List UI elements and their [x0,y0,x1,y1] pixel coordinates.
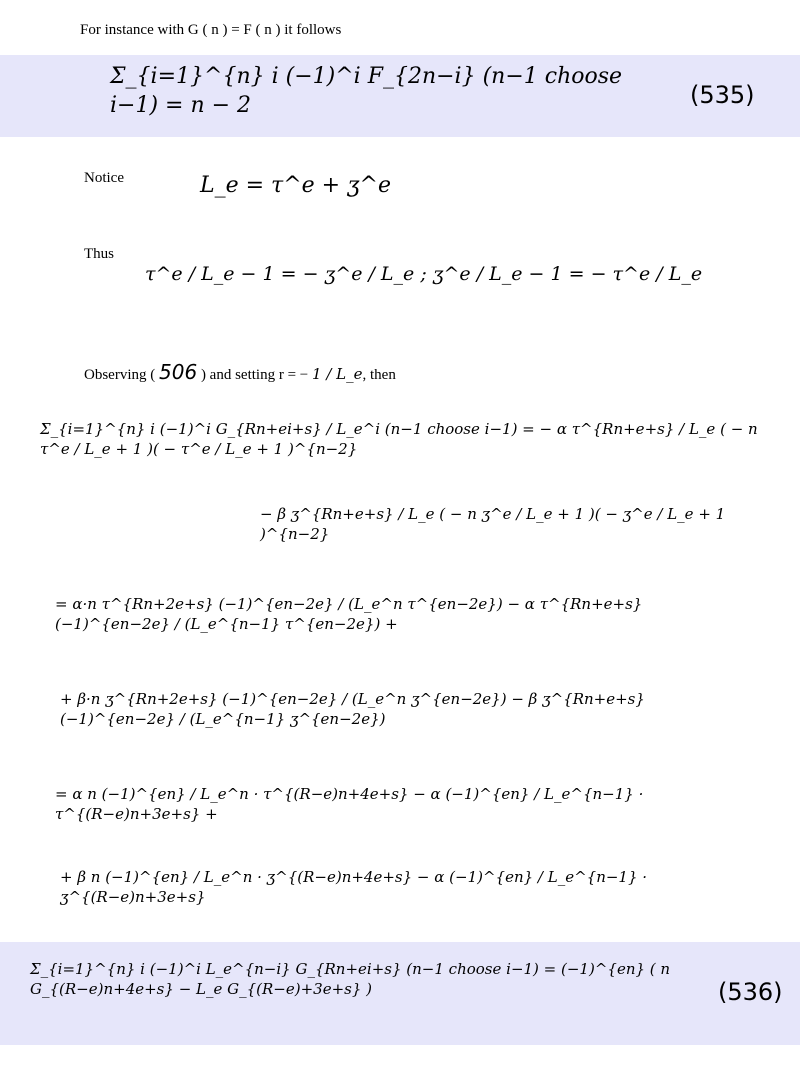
equation-number-536: (536) [718,978,783,1006]
equation-535-band [0,55,800,137]
equation-number-535: (535) [690,81,755,109]
equation-536-band [0,942,800,1045]
derivation-line-4: + β·n ʒ^{Rn+2e+s} (−1)^{en−2e} / (L_e^n ʒ^{en−2e}) − β ʒ^{Rn+e+s} (−1)^{en−2e} / (L_e^{n−1} ʒ^{en−2e}) [60,690,645,728]
observing-text [84,360,764,384]
thus-equation: τ^e / L_e − 1 = − ʒ^e / L_e ; ʒ^e / L_e − 1 = − τ^e / L_e [145,263,703,285]
notice-equation: L_e = τ^e + ʒ^e [200,173,391,198]
r-fraction: 1 / L_e [312,365,363,383]
equation-536: Σ_{i=1}^{n} i (−1)^i L_e^{n−i} G_{Rn+ei+s} (n−1 choose i−1) = (−1)^{en} ( n G_{(R−e)n+4e+s} − L_e G_{(R−e)+3e+s} ) [30,960,671,998]
observing-suffix: , then [362,367,396,383]
derivation-line-6: + β n (−1)^{en} / L_e^n · ʒ^{(R−e)n+4e+s} − α (−1)^{en} / L_e^{n−1} · ʒ^{(R−e)n+3e+s} [60,868,648,906]
equation-reference: 506 [159,360,198,384]
thus-label: Thus [84,246,114,262]
derivation-line-1: Σ_{i=1}^{n} i (−1)^i G_{Rn+ei+s} / L_e^i (n−1 choose i−1) = − α τ^{Rn+e+s} / L_e ( − n τ^e / L_e + 1 )( − τ^e / L_e + 1 )^{n−2} [40,420,758,458]
derivation-line-5: = α n (−1)^{en} / L_e^n · τ^{(R−e)n+4e+s} − α (−1)^{en} / L_e^{n−1} · τ^{(R−e)n+3e+s} + [55,785,644,823]
observing-prefix: Observing ( [84,367,156,383]
intro-text: For instance with G ( n ) = F ( n ) it follows [80,22,342,38]
notice-label: Notice [84,170,124,186]
derivation-line-3: = α·n τ^{Rn+2e+s} (−1)^{en−2e} / (L_e^n τ^{en−2e}) − α τ^{Rn+e+s} (−1)^{en−2e} / (L_e^{n−1} τ^{en−2e}) + [55,595,643,633]
derivation-line-2: − β ʒ^{Rn+e+s} / L_e ( − n ʒ^e / L_e + 1 )( − ʒ^e / L_e + 1 )^{n−2} [260,505,726,543]
observing-mid: ) and setting r = − [200,367,309,383]
equation-535: Σ_{i=1}^{n} i (−1)^i F_{2n−i} (n−1 choose i−1) = n − 2 [110,64,623,118]
